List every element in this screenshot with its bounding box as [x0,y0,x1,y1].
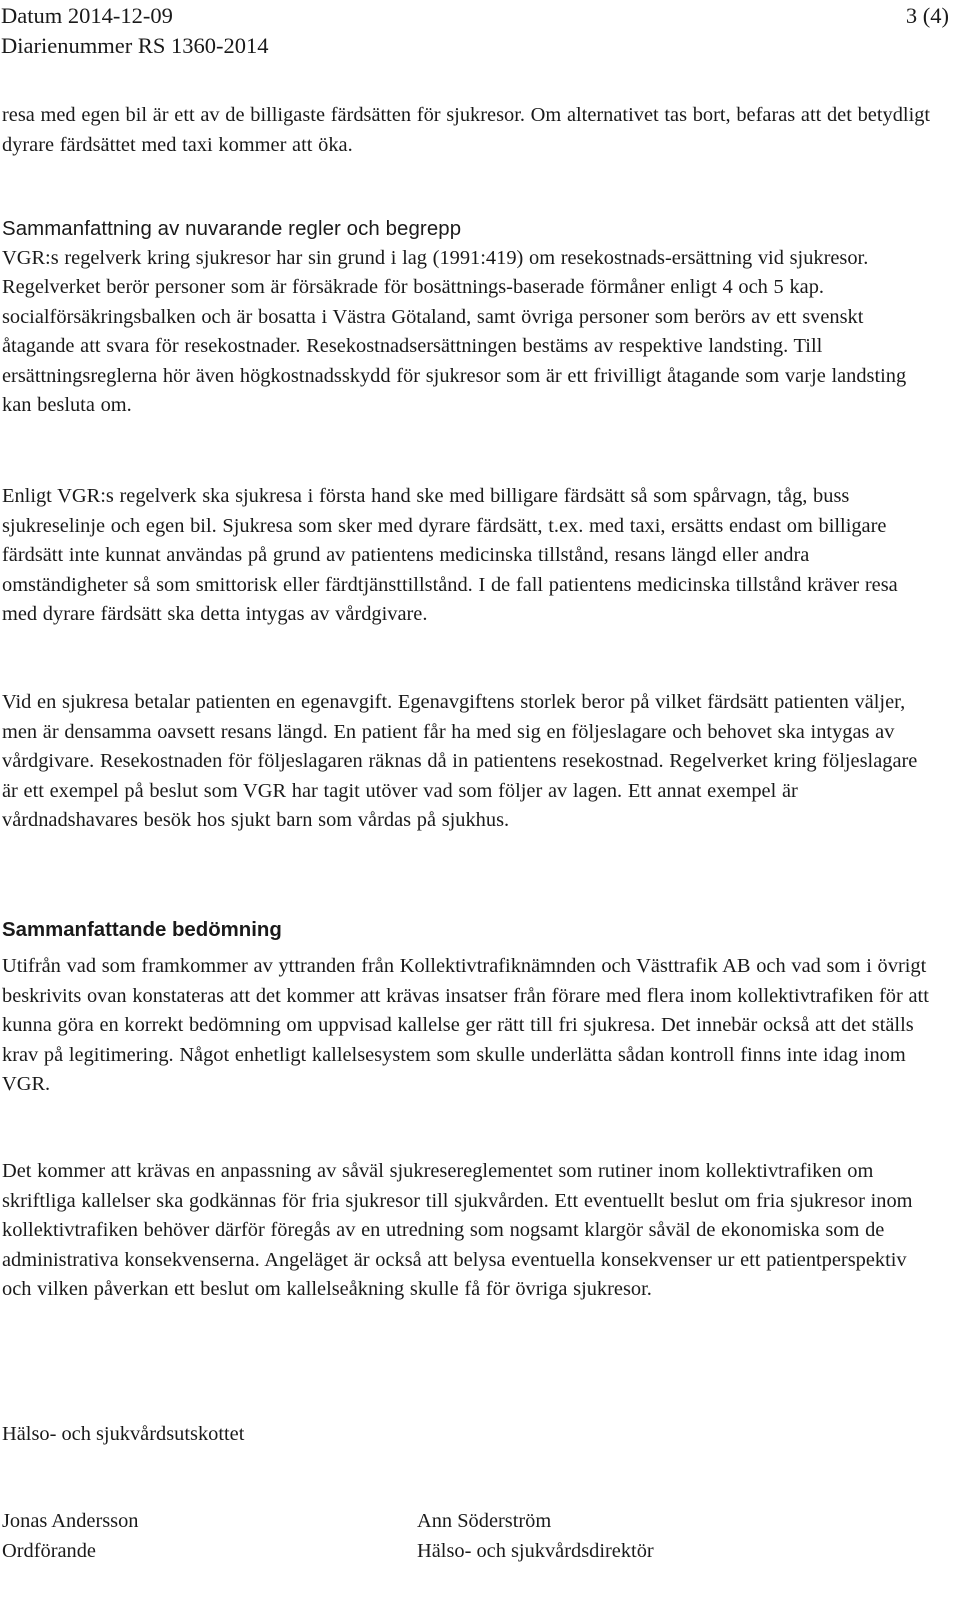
paragraph-continuation [2,101,934,160]
signatory-right-name: Ann Söderström [417,1510,552,1532]
signatory-left-title: Ordförande [2,1540,96,1562]
paragraph-travel-modes [2,482,934,630]
signatory-left-name: Jonas Andersson [2,1510,139,1532]
paragraph-text: Enligt VGR:s regelverk ska sjukresa i första hand ske med billigare färdsätt så som spårvagn, tåg, buss sjukreselinje och egen bil. Sjukresa som sker med dyrare färdsätt, t.ex. med taxi, ersätts endast om billigare färdsätt inte kunnat användas på grund av patientens medicinska tillstånd, resans längd eller andra omständigheter så som smittorisk eller färdtjänsttillstånd. I de fall patientens medicinska tillstånd kräver resa med dyrare färdsätt ska detta intygas av vårdgivare. [2,485,898,626]
document-date: Datum 2014-12-09 [1,3,173,28]
document-header [0,2,960,64]
paragraph-assessment: Utifrån vad som framkommer av yttranden från Kollektivtrafiknämnden och Västtrafik AB och vad som i övrigt beskrivits ovan konstateras att det kommer att krävas insatser från förare med flera inom kollektivtrafiken för att kunna göra en korrekt bedömning om uppvisad kallelse ger rätt till fri sjukresa. Det innebär också att det ställs krav på legitimering. Något enhetligt kallelsesystem som skulle underlätta sådan kontroll finns inte idag inom VGR. [2,955,929,1096]
section-heading-assessment: Sammanfattande bedömning [2,919,282,941]
section-heading-rules: Sammanfattning av nuvarande regler och begrepp [2,218,462,240]
paragraph-conclusion [2,1157,934,1305]
paragraph-text: Vid en sjukresa betalar patienten en egenavgift. Egenavgiftens storlek beror på vilket färdsätt patienten väljer, men är densamma oavsett resans längd. En patient får ha med sig en följeslagare och behovet ska intygas av vårdgivare. Resekostnaden för följeslagaren räknas då in patientens resekostnad. Regelverket kring följeslagare är ett exempel på beslut som VGR har tagit utöver vad som följer av lagen. Ett annat exempel är vårdnadshavares besök hos sjukt barn som vårdas på sjukhus. [2,691,918,832]
signatory-right-title: Hälso- och sjukvårdsdirektör [417,1540,654,1562]
paragraph-rules: VGR:s regelverk kring sjukresor har sin grund i lag (1991:419) om resekostnads-ersättning vid sjukresor. Regelverket berör personer som är försäkrade för bosättnings-baserade förmåner enligt 4 och 5 kap. socialförsäkringsbalken och är bosatta i Västra Götaland, samt övriga personer som berörs av ett svenskt åtagande att svara för resekostnader. Resekostnadsersättningen bestäms av respektive landsting. Till ersättningsreglerna hör även högkostnadsskydd för sjukresor som är ett frivilligt åtagande som varje landsting kan besluta om. [2,246,907,417]
section-assessment [2,915,934,1100]
paragraph-text: resa med egen bil är ett av de billigaste färdsätten för sjukresor. Om alternativet tas bort, befaras att det betydligt dyrare färdsättet med taxi kommer att öka. [2,104,931,156]
document-registration-number: Diarienummer RS 1360-2014 [1,33,269,58]
committee-name: Hälso- och sjukvårdsutskottet [2,1423,245,1445]
paragraph-fee [2,688,934,836]
section-rules [2,214,934,421]
paragraph-text: Det kommer att krävas en anpassning av såväl sjukresereglementet som rutiner inom kollektivtrafiken om skriftliga kallelser ska godkännas för fria sjukresor till sjukvården. Ett eventuellt beslut om fria sjukresor inom kollektivtrafiken behöver därför föregås av en utredning som nogsamt klargör såväl de ekonomiska som de administrativa konsekvenserna. Angeläget är också att belysa eventuella konsekvenser ur ett patientperspektiv och vilken påverkan ett beslut om kallelseåkning skulle få för övriga sjukresor. [2,1160,913,1301]
page-number: 3 (4) [905,3,949,28]
